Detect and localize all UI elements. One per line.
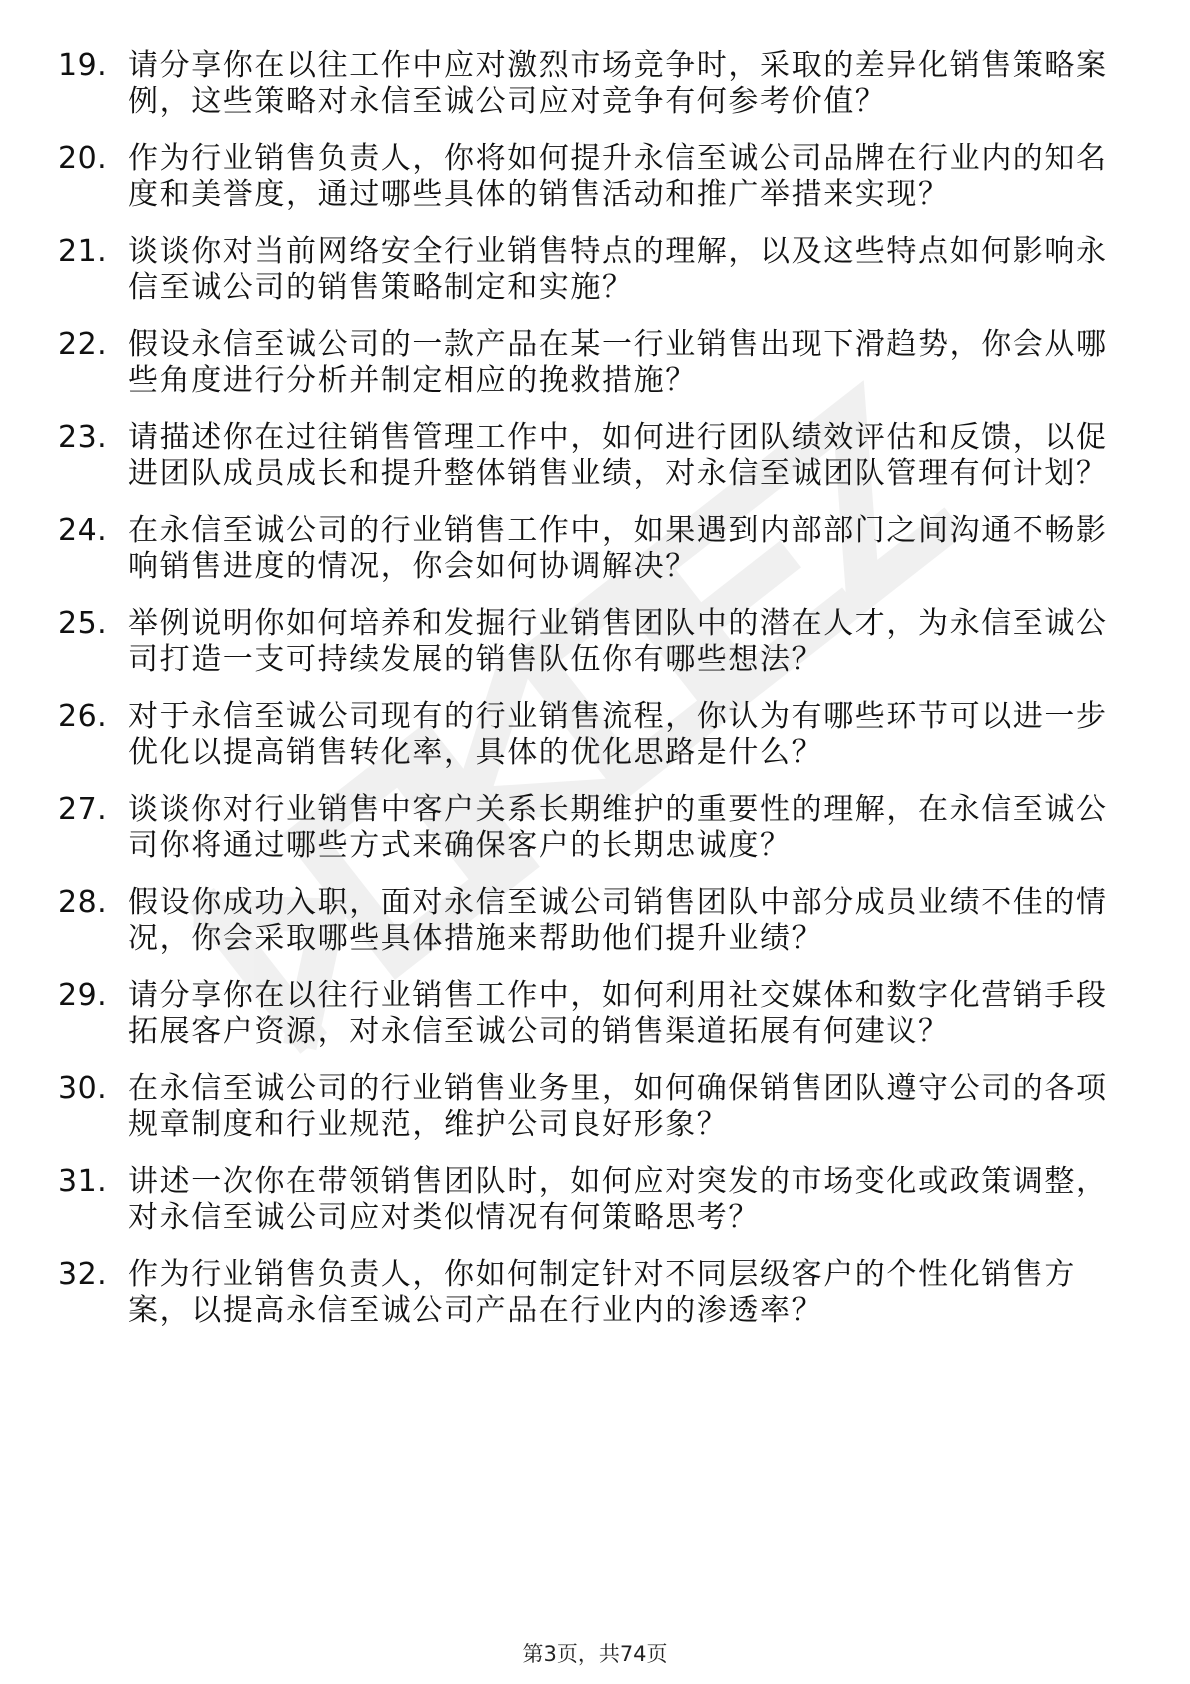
question-number: 28. <box>58 885 108 920</box>
list-item <box>58 699 1118 771</box>
question-number: 27. <box>58 792 108 827</box>
list-item <box>58 1071 1118 1143</box>
question-text: 作为行业销售负责人，你如何制定针对不同层级客户的个性化销售方案，以提高永信至诚公司产品在行业内的渗透率？ <box>128 1257 1076 1328</box>
list-item <box>58 234 1118 306</box>
page-footer: 第3页，共74页 <box>522 1642 668 1666</box>
question-number: 30. <box>58 1071 108 1106</box>
list-item <box>58 141 1118 213</box>
question-number: 31. <box>58 1164 108 1199</box>
list-item <box>58 1257 1118 1329</box>
list-item <box>58 978 1118 1050</box>
question-text: 请描述你在过往销售管理工作中，如何进行团队绩效评估和反馈，以促进团队成员成长和提升整体销售业绩，对永信至诚团队管理有何计划？ <box>128 420 1108 491</box>
list-item <box>58 606 1118 678</box>
question-text: 谈谈你对行业销售中客户关系长期维护的重要性的理解，在永信至诚公司你将通过哪些方式来确保客户的长期忠诚度？ <box>128 792 1108 863</box>
question-text: 讲述一次你在带领销售团队时，如何应对突发的市场变化或政策调整，对永信至诚公司应对类似情况有何策略思考？ <box>128 1164 1108 1235</box>
question-text: 在永信至诚公司的行业销售业务里，如何确保销售团队遵守公司的各项规章制度和行业规范，维护公司良好形象？ <box>128 1071 1108 1142</box>
question-number: 20. <box>58 141 108 176</box>
question-number: 22. <box>58 327 108 362</box>
list-item <box>58 513 1118 585</box>
list-item <box>58 885 1118 957</box>
question-number: 24. <box>58 513 108 548</box>
question-list <box>58 48 1118 1350</box>
question-number: 32. <box>58 1257 108 1292</box>
question-text: 举例说明你如何培养和发掘行业销售团队中的潜在人才，为永信至诚公司打造一支可持续发展的销售队伍你有哪些想法？ <box>128 606 1108 677</box>
question-text: 请分享你在以往行业销售工作中，如何利用社交媒体和数字化营销手段拓展客户资源，对永信至诚公司的销售渠道拓展有何建议？ <box>128 978 1108 1049</box>
question-text: 在永信至诚公司的行业销售工作中，如果遇到内部部门之间沟通不畅影响销售进度的情况，你会如何协调解决？ <box>128 513 1108 584</box>
question-text: 作为行业销售负责人，你将如何提升永信至诚公司品牌在行业内的知名度和美誉度，通过哪些具体的销售活动和推广举措来实现？ <box>128 141 1108 212</box>
list-item <box>58 48 1118 120</box>
list-item <box>58 327 1118 399</box>
question-text: 谈谈你对当前网络安全行业销售特点的理解，以及这些特点如何影响永信至诚公司的销售策略制定和实施？ <box>128 234 1108 305</box>
question-text: 请分享你在以往工作中应对激烈市场竞争时，采取的差异化销售策略案例，这些策略对永信至诚公司应对竞争有何参考价值？ <box>128 48 1108 119</box>
list-item <box>58 792 1118 864</box>
question-number: 21. <box>58 234 108 269</box>
question-text: 假设永信至诚公司的一款产品在某一行业销售出现下滑趋势，你会从哪些角度进行分析并制定相应的挽救措施？ <box>128 327 1108 398</box>
question-text: 假设你成功入职，面对永信至诚公司销售团队中部分成员业绩不佳的情况，你会采取哪些具体措施来帮助他们提升业绩？ <box>128 885 1108 956</box>
question-text: 对于永信至诚公司现有的行业销售流程，你认为有哪些环节可以进一步优化以提高销售转化率，具体的优化思路是什么？ <box>128 699 1108 770</box>
question-number: 29. <box>58 978 108 1013</box>
question-number: 19. <box>58 48 108 83</box>
question-number: 23. <box>58 420 108 455</box>
question-number: 25. <box>58 606 108 641</box>
list-item <box>58 1164 1118 1236</box>
question-number: 26. <box>58 699 108 734</box>
list-item <box>58 420 1118 492</box>
